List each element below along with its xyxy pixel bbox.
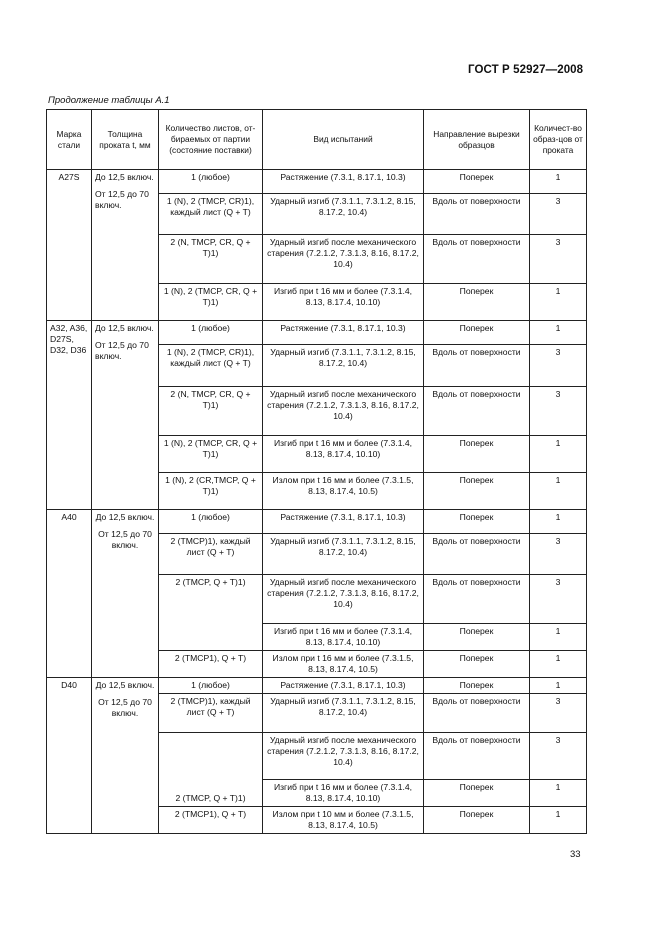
grade-cell: A27S bbox=[47, 170, 92, 321]
direction-cell: Вдоль от поверхности bbox=[424, 732, 530, 779]
direction-cell: Поперек bbox=[424, 472, 530, 509]
direction-cell: Вдоль от поверхности bbox=[424, 194, 530, 235]
quantity-cell: 1 (N), 2 (TMCP, CR)1), каждый лист (Q + T) bbox=[159, 194, 263, 235]
direction-cell: Поперек bbox=[424, 806, 530, 833]
thickness-range: От 12,5 до 70 включ. bbox=[98, 697, 152, 719]
samples-cell: 3 bbox=[530, 732, 587, 779]
samples-cell: 1 bbox=[530, 624, 587, 651]
thickness-cell bbox=[92, 321, 159, 510]
test-cell: Изгиб при t 16 мм и более (7.3.1.4, 8.13, 8.17.4, 10.10) bbox=[263, 284, 424, 321]
grade-cell: D40 bbox=[47, 678, 92, 834]
direction-cell: Поперек bbox=[424, 624, 530, 651]
test-cell: Ударный изгиб после механического старения (7.2.1.2, 7.3.1.3, 8.16, 8.17.2, 10.4) bbox=[263, 235, 424, 284]
test-cell: Растяжение (7.3.1, 8.17.1, 10.3) bbox=[263, 170, 424, 194]
quantity-cell: 2 (N, TMCP, CR, Q + T)1) bbox=[159, 235, 263, 284]
thickness-range: До 12,5 включ. bbox=[95, 323, 154, 334]
direction-cell: Поперек bbox=[424, 651, 530, 678]
specification-table bbox=[46, 109, 587, 834]
quantity-cell: 2 (TMCP, Q + T)1) bbox=[159, 732, 263, 806]
table-row bbox=[47, 509, 587, 533]
test-cell: Изгиб при t 16 мм и более (7.3.1.4, 8.13, 8.17.4, 10.10) bbox=[263, 624, 424, 651]
direction-cell: Поперек bbox=[424, 509, 530, 533]
samples-cell: 1 bbox=[530, 651, 587, 678]
test-cell: Ударный изгиб после механического старения (7.2.1.2, 7.3.1.3, 8.16, 8.17.2, 10.4) bbox=[263, 386, 424, 435]
quantity-cell: 1 (любое) bbox=[159, 678, 263, 694]
direction-cell: Вдоль от поверхности bbox=[424, 386, 530, 435]
table-row bbox=[47, 678, 587, 694]
thickness-cell bbox=[92, 509, 159, 677]
quantity-cell: 2 (TMCP)1), каждый лист (Q + T) bbox=[159, 534, 263, 575]
thickness-range: До 12,5 включ. bbox=[95, 511, 155, 522]
samples-cell: 1 bbox=[530, 472, 587, 509]
header-quantity: Количество листов, от-бираемых от партии (состояние поставки) bbox=[159, 110, 263, 170]
header-thickness: Толщина проката t, мм bbox=[92, 110, 159, 170]
samples-cell: 1 bbox=[530, 321, 587, 345]
grade-cell bbox=[47, 321, 92, 510]
test-cell: Растяжение (7.3.1, 8.17.1, 10.3) bbox=[263, 678, 424, 694]
direction-cell: Вдоль от поверхности bbox=[424, 235, 530, 284]
header-test: Вид испытаний bbox=[263, 110, 424, 170]
direction-cell: Вдоль от поверхности bbox=[424, 345, 530, 386]
samples-cell: 3 bbox=[530, 194, 587, 235]
quantity-cell: 2 (TMCP1), Q + T) bbox=[159, 806, 263, 833]
thickness-cell bbox=[92, 678, 159, 834]
quantity-cell: 1 (N), 2 (TMCP, CR)1), каждый лист (Q + T) bbox=[159, 345, 263, 386]
test-cell: Изгиб при t 16 мм и более (7.3.1.4, 8.13, 8.17.4, 10.10) bbox=[263, 435, 424, 472]
direction-cell: Вдоль от поверхности bbox=[424, 534, 530, 575]
quantity-cell: 2 (TMCP1), Q + T) bbox=[159, 651, 263, 678]
table-row bbox=[47, 321, 587, 345]
thickness-range: До 12,5 включ. bbox=[95, 172, 154, 182]
test-cell: Ударный изгиб после механического старения (7.2.1.2, 7.3.1.3, 8.16, 8.17.2, 10.4) bbox=[263, 732, 424, 779]
grade-cell: A40 bbox=[47, 509, 92, 677]
test-cell: Ударный изгиб (7.3.1.1, 7.3.1.2, 8.15, 8.17.2, 10.4) bbox=[263, 694, 424, 732]
samples-cell: 3 bbox=[530, 345, 587, 386]
thickness-cell bbox=[92, 170, 159, 321]
samples-cell: 1 bbox=[530, 509, 587, 533]
test-cell: Ударный изгиб (7.3.1.1, 7.3.1.2, 8.15, 8.17.2, 10.4) bbox=[263, 534, 424, 575]
thickness-range: От 12,5 до 70 включ. bbox=[95, 340, 149, 362]
direction-cell: Поперек bbox=[424, 678, 530, 694]
samples-cell: 3 bbox=[530, 235, 587, 284]
samples-cell: 3 bbox=[530, 534, 587, 575]
quantity-cell: 1 (N), 2 (TMCP, CR, Q + T)1) bbox=[159, 284, 263, 321]
samples-cell: 1 bbox=[530, 779, 587, 806]
samples-cell: 1 bbox=[530, 170, 587, 194]
samples-cell: 3 bbox=[530, 575, 587, 624]
thickness-range: От 12,5 до 70 включ. bbox=[95, 189, 149, 210]
samples-cell: 3 bbox=[530, 386, 587, 435]
quantity-cell: 2 (TMCP, Q + T)1) bbox=[159, 575, 263, 651]
direction-cell: Поперек bbox=[424, 435, 530, 472]
direction-cell: Поперек bbox=[424, 779, 530, 806]
test-cell: Ударный изгиб (7.3.1.1, 7.3.1.2, 8.15, 8.17.2, 10.4) bbox=[263, 345, 424, 386]
test-cell: Изгиб при t 16 мм и более (7.3.1.4, 8.13, 8.17.4, 10.10) bbox=[263, 779, 424, 806]
samples-cell: 1 bbox=[530, 806, 587, 833]
quantity-cell: 2 (TMCP)1), каждый лист (Q + T) bbox=[159, 694, 263, 732]
table-row bbox=[47, 170, 587, 194]
table-caption: Продолжение таблицы А.1 bbox=[48, 95, 170, 106]
test-cell: Ударный изгиб (7.3.1.1, 7.3.1.2, 8.15, 8.17.2, 10.4) bbox=[263, 194, 424, 235]
quantity-cell: 1 (любое) bbox=[159, 509, 263, 533]
direction-cell: Поперек bbox=[424, 170, 530, 194]
test-cell: Излом при t 10 мм и более (7.3.1.5, 8.13, 8.17.4, 10.5) bbox=[263, 806, 424, 833]
document-header: ГОСТ Р 52927—2008 bbox=[468, 64, 584, 76]
header-row bbox=[47, 110, 587, 170]
header-grade: Марка стали bbox=[47, 110, 92, 170]
direction-cell: Вдоль от поверхности bbox=[424, 694, 530, 732]
header-direction: Направление вырезки образцов bbox=[424, 110, 530, 170]
test-cell: Излом при t 16 мм и более (7.3.1.5, 8.13, 8.17.4, 10.5) bbox=[263, 651, 424, 678]
samples-cell: 1 bbox=[530, 678, 587, 694]
test-cell: Ударный изгиб после механического старения (7.2.1.2, 7.3.1.3, 8.16, 8.17.2, 10.4) bbox=[263, 575, 424, 624]
test-cell: Растяжение (7.3.1, 8.17.1, 10.3) bbox=[263, 321, 424, 345]
page-number: 33 bbox=[570, 849, 581, 860]
samples-cell: 1 bbox=[530, 435, 587, 472]
direction-cell: Поперек bbox=[424, 321, 530, 345]
test-cell: Растяжение (7.3.1, 8.17.1, 10.3) bbox=[263, 509, 424, 533]
quantity-cell: 1 (N), 2 (CR,TMCP, Q + T)1) bbox=[159, 472, 263, 509]
quantity-cell: 1 (любое) bbox=[159, 321, 263, 345]
quantity-cell: 1 (любое) bbox=[159, 170, 263, 194]
test-cell: Излом при t 16 мм и более (7.3.1.5, 8.13, 8.17.4, 10.5) bbox=[263, 472, 424, 509]
thickness-range: От 12,5 до 70 включ. bbox=[98, 528, 152, 550]
quantity-cell: 2 (N, TMCP, CR, Q + T)1) bbox=[159, 386, 263, 435]
header-samples: Количест-во образ-цов от проката bbox=[530, 110, 587, 170]
direction-cell: Вдоль от поверхности bbox=[424, 575, 530, 624]
samples-cell: 1 bbox=[530, 284, 587, 321]
grade-list: A32, A36, D27S, D32, D36 bbox=[50, 323, 88, 356]
thickness-range: До 12,5 включ. bbox=[95, 680, 155, 691]
samples-cell: 3 bbox=[530, 694, 587, 732]
direction-cell: Поперек bbox=[424, 284, 530, 321]
quantity-cell: 1 (N), 2 (TMCP, CR, Q + T)1) bbox=[159, 435, 263, 472]
